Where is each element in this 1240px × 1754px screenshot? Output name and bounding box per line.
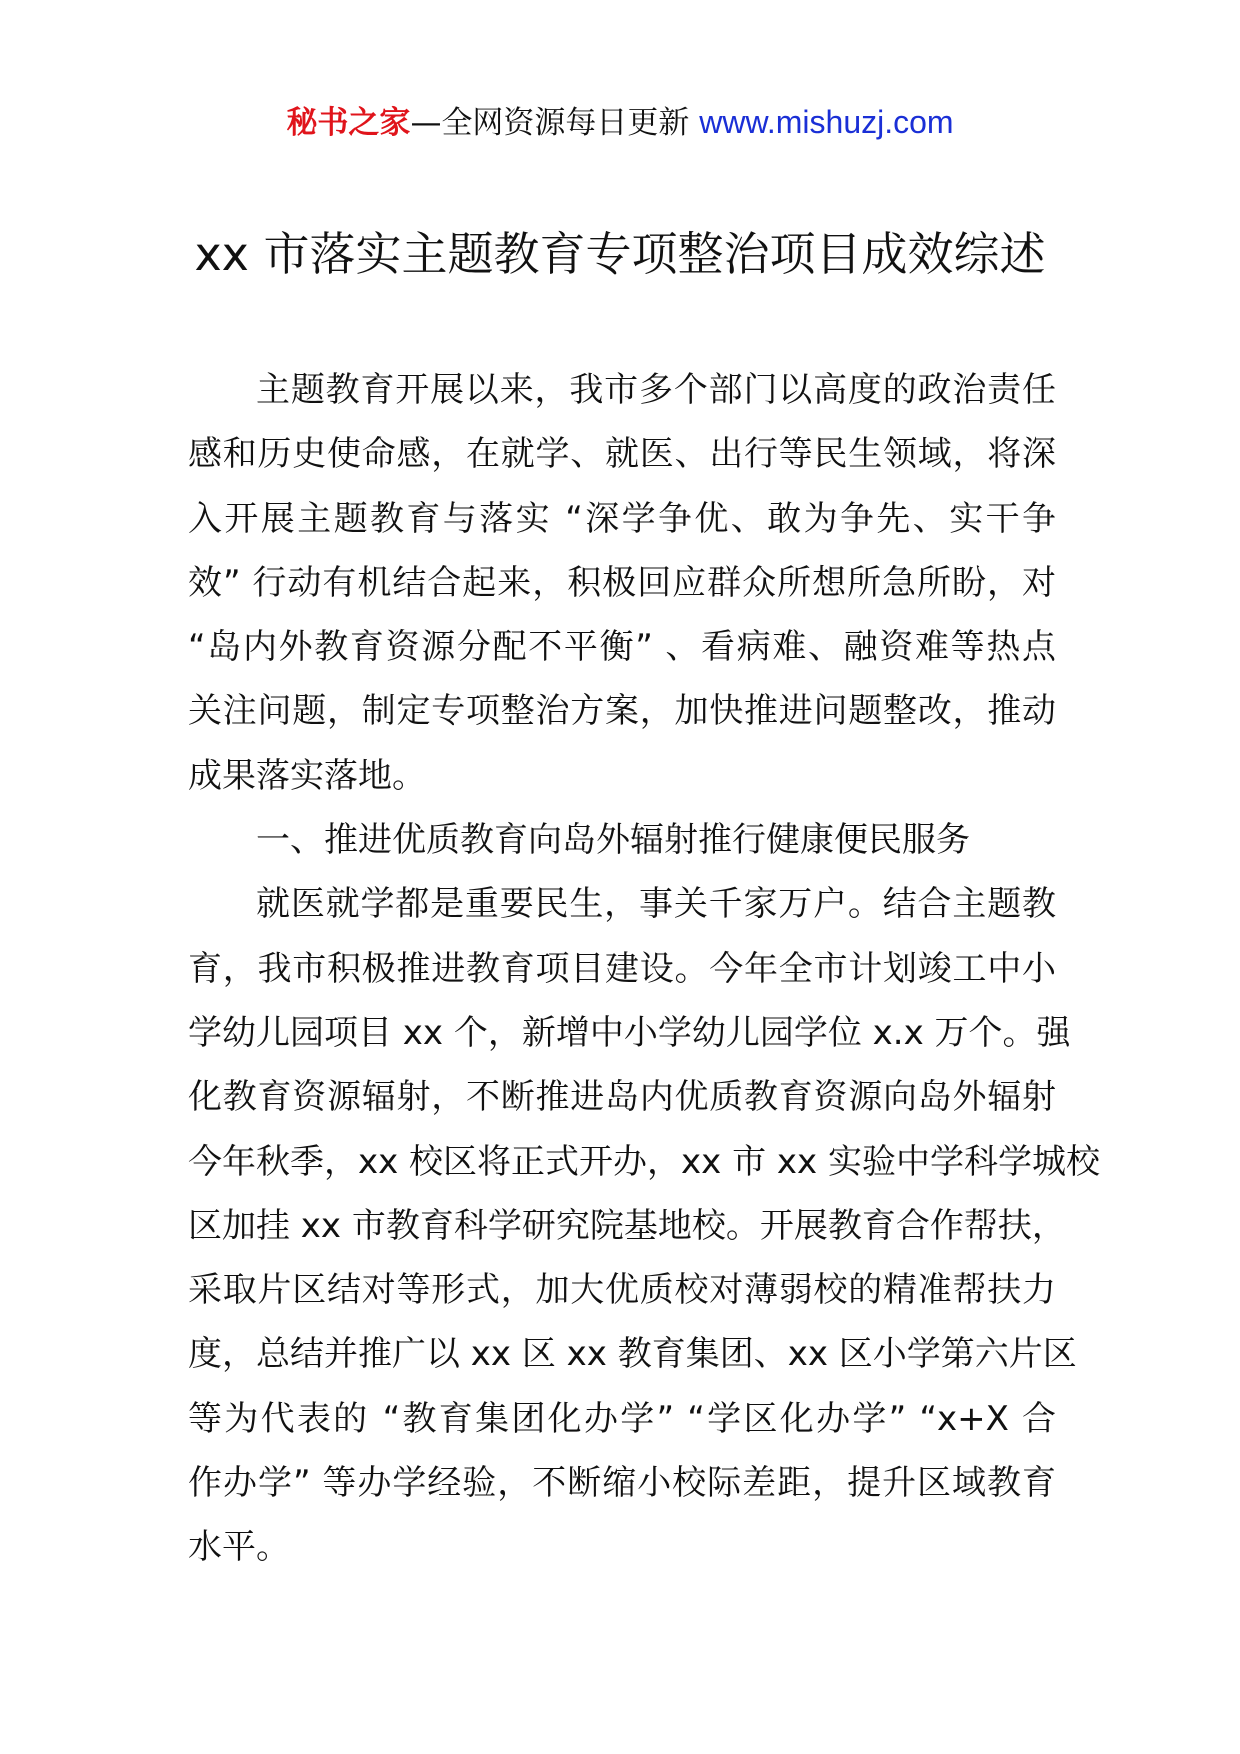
paragraph-line: 水平。	[188, 1527, 290, 1568]
document-body	[188, 358, 1100, 1580]
paragraph-line: 今年秋季，xx 校区将正式开办，xx 市 xx 实验中学科学城校	[188, 1141, 1100, 1182]
paragraph-line: 育，我市积极推进教育项目建设。今年全市计划竣工中小	[188, 948, 1056, 989]
header-tagline: —全网资源每日更新	[410, 105, 700, 141]
paragraph-line: 关注问题，制定专项整治方案，加快推进问题整改，推动	[188, 691, 1056, 732]
paragraph-line: 学幼儿园项目 xx 个，新增中小学幼儿园学位 x.x 万个。强	[188, 1012, 1071, 1053]
paragraph-line: 入开展主题教育与落实 “深学争优、敢为争先、实干争	[188, 498, 1056, 539]
site-url-link[interactable]: www.mishuzj.com	[699, 104, 954, 140]
paragraph-line: 度，总结并推广以 xx 区 xx 教育集团、xx 区小学第六片区	[188, 1334, 1077, 1375]
paragraph-line: 就医就学都是重要民生，事关千家万户。结合主题教	[256, 884, 1056, 925]
paragraph-line: 成果落实落地。	[188, 755, 426, 796]
paragraph-line: 采取片区结对等形式，加大优质校对薄弱校的精准帮扶力	[188, 1270, 1056, 1311]
paragraph-line: 等为代表的 “教育集团化办学” “学区化办学” “x+X 合	[188, 1398, 1056, 1439]
paragraph-line: 区加挂 xx 市教育科学研究院基地校。开展教育合作帮扶，	[188, 1205, 1066, 1246]
paragraph-line: 感和历史使命感，在就学、就医、出行等民生领域，将深	[188, 434, 1056, 475]
document-title: xx 市落实主题教育专项整治项目成效综述	[194, 227, 1046, 281]
paragraph-line: “岛内外教育资源分配不平衡” 、看病难、融资难等热点	[188, 627, 1056, 668]
paragraph-line: 作办学” 等办学经验，不断缩小校际差距，提升区域教育	[188, 1463, 1056, 1504]
paragraph-line: 化教育资源辐射，不断推进岛内优质教育资源向岛外辐射	[188, 1077, 1056, 1118]
paragraph-line: 主题教育开展以来，我市多个部门以高度的政治责任	[256, 370, 1056, 410]
site-header	[0, 100, 1240, 145]
section-heading: 一、推进优质教育向岛外辐射推行健康便民服务	[256, 820, 970, 861]
paragraph-line: 效” 行动有机结合起来，积极回应群众所想所急所盼，对	[188, 562, 1056, 603]
brand-name: 秘书之家	[286, 105, 411, 141]
